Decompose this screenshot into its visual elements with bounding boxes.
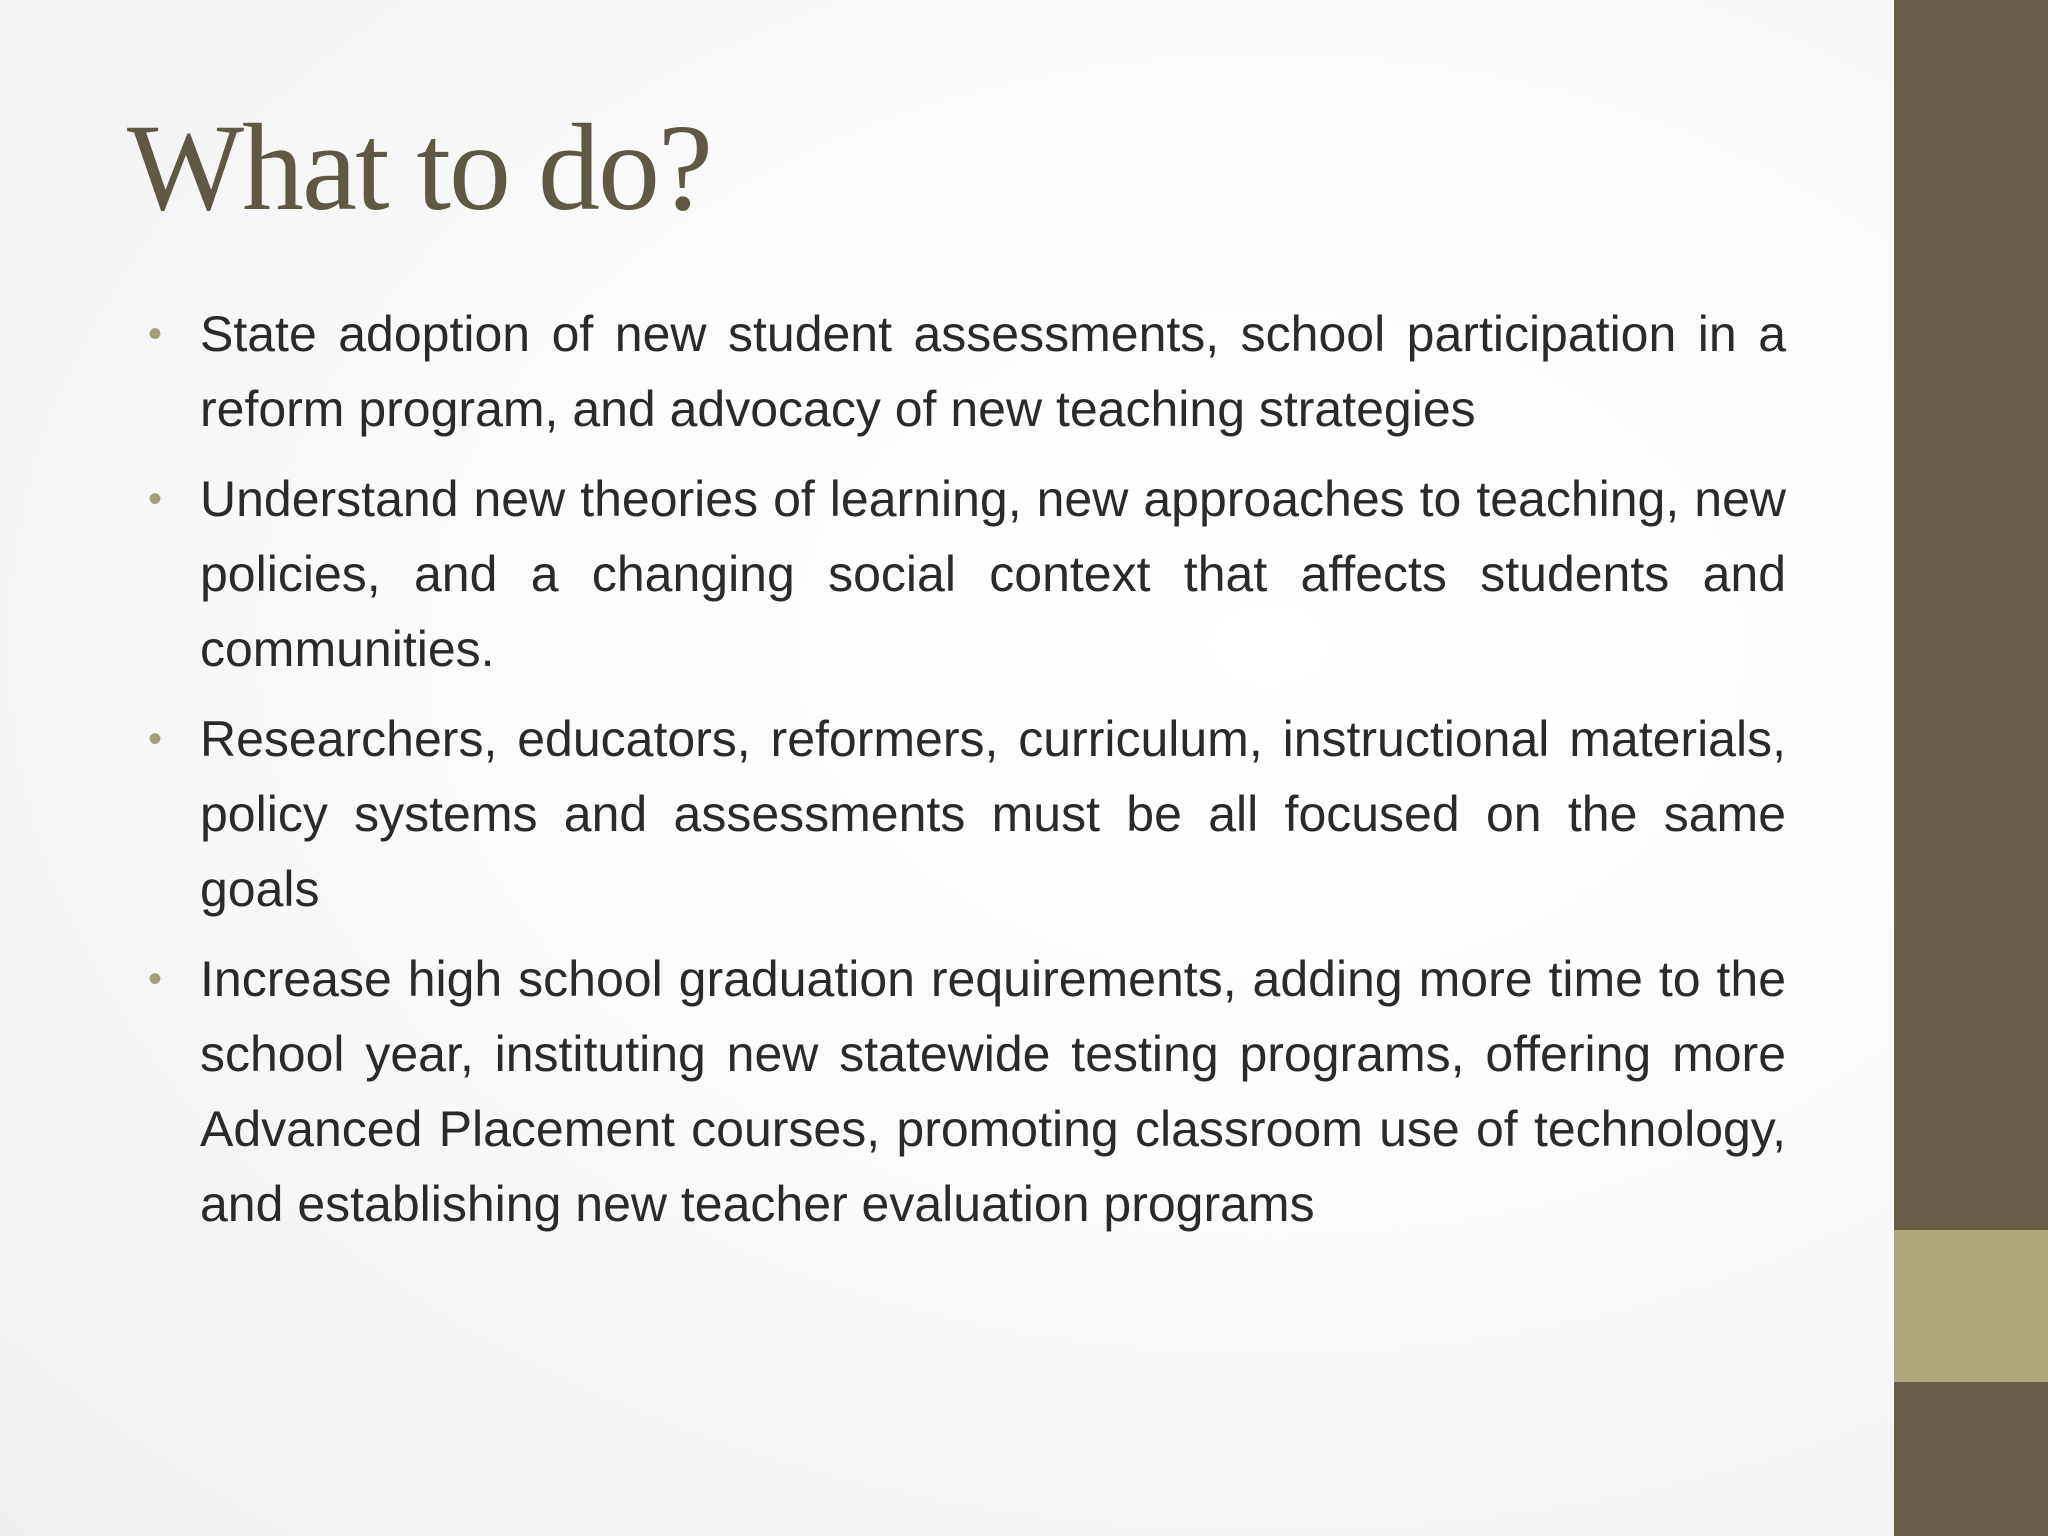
side-accent-block <box>1894 1230 2048 1382</box>
bullet-text: State adoption of new student assessments, school participation in a reform program, and advocacy of new teaching strategies <box>200 306 1786 437</box>
bullet-item <box>148 462 1786 687</box>
bullet-text: Increase high school graduation requirements, adding more time to the school year, instituting new statewide testing programs, offering more Advanced Placement courses, promoting classroom use of technology, and establishing new teacher evaluation programs <box>200 951 1786 1232</box>
bullet-dot-icon: • <box>148 477 163 521</box>
bullet-item <box>148 297 1786 447</box>
bullet-dot-icon: • <box>148 717 163 761</box>
bullet-item <box>148 942 1786 1242</box>
slide-title: What to do? <box>127 99 712 236</box>
bullet-text: Researchers, educators, reformers, curriculum, instructional materials, policy systems and assessments must be all focused on the same goals <box>200 711 1786 917</box>
bullet-item <box>148 702 1786 927</box>
bullet-dot-icon: • <box>148 957 163 1001</box>
bullet-list <box>148 297 1786 1257</box>
bullet-dot-icon: • <box>148 312 163 356</box>
bullet-text: Understand new theories of learning, new approaches to teaching, new policies, and a changing social context that affects students and communities. <box>200 471 1786 677</box>
